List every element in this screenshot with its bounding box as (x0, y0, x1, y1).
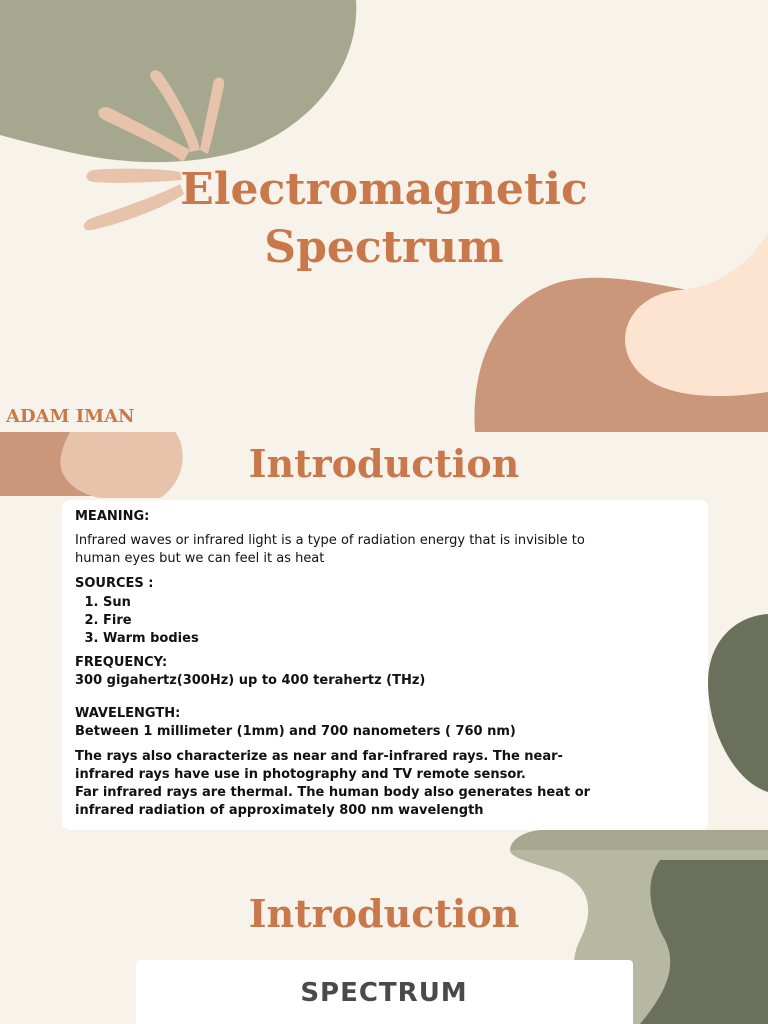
wavelength-text: Between 1 millimeter (1mm) and 700 nanometers ( 760 nm) (75, 724, 516, 739)
paragraph-line-4: infrared radiation of approximately 800 nm wavelength (75, 803, 484, 818)
introduction-slide (0, 432, 768, 850)
paragraph-line-1: The rays also characterize as near and far-infrared rays. The near- (75, 749, 563, 764)
section-heading: Introduction (248, 891, 520, 936)
author-name: ADAM IMAN (6, 406, 135, 427)
sources-label: SOURCES : (75, 576, 154, 591)
list-item: 2. Fire (103, 612, 199, 630)
section-heading: Introduction (248, 441, 520, 486)
wavelength-label: WAVELENGTH: (75, 706, 181, 721)
introduction-slide-2 (0, 850, 768, 1024)
list-item: 3. Warm bodies (103, 630, 199, 648)
frequency-label: FREQUENCY: (75, 655, 168, 670)
cover-slide (0, 0, 768, 432)
title-line-1: Electromagnetic (180, 164, 588, 215)
olive-blob-right (708, 614, 768, 792)
meaning-label: MEANING: (75, 509, 150, 524)
paragraph-line-2: infrared rays have use in photography and TV remote sensor. (75, 767, 526, 782)
meaning-text-line-1: Infrared waves or infrared light is a type of radiation energy that is invisible to (75, 533, 585, 548)
meaning-text-line-2: human eyes but we can feel it as heat (75, 551, 325, 566)
frequency-text: 300 gigahertz(300Hz) up to 400 terahertz (THz) (75, 673, 426, 688)
sage-blob-bottom (510, 830, 768, 850)
spectrum-subheading: SPECTRUM (300, 978, 468, 1008)
title-line-2: Spectrum (264, 222, 504, 273)
sources-list (75, 594, 199, 648)
info-card (62, 500, 708, 830)
paragraph-line-3: Far infrared rays are thermal. The human body also generates heat or (75, 785, 591, 800)
sage-blob (0, 0, 356, 162)
list-item: 1. Sun (103, 594, 199, 612)
